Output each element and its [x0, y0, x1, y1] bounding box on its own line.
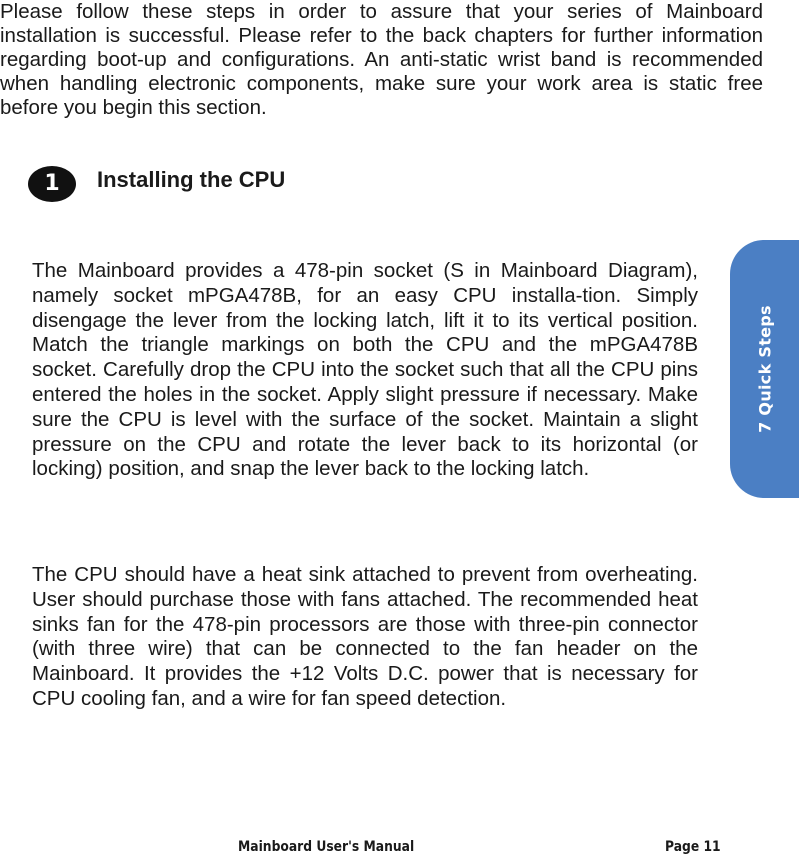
footer-page-number: Page 11 [665, 839, 721, 855]
footer-manual-title: Mainboard User's Manual [238, 839, 415, 855]
heat-sink-paragraph: The CPU should have a heat sink attached to prevent from overheating. User should purchase those with fans attached. The recommended heat sinks fan for the 478-pin processors are those with three-pin connector (with three wire) that can be connected to the fan header on the Mainboard. It provides the +12 Volts D.C. power that is necessary for CPU cooling fan, and a wire for fan speed detection. [32, 563, 698, 710]
side-tab-label: 7 Quick Steps [755, 305, 774, 433]
section-title: Installing the CPU [97, 167, 286, 192]
quick-steps-side-tab [730, 240, 799, 498]
step-number-badge: 1 [28, 166, 76, 202]
intro-paragraph: Please follow these steps in order to assure that your series of Mainboard installation is successful. Please refer to the back chapters for further information regarding boot-up and configurations. An anti-static wrist band is recommended when handling electronic components, make sure your work area is static free before you begin this section. [0, 0, 763, 119]
cpu-installation-paragraph: The Mainboard provides a 478-pin socket (S in Mainboard Diagram), namely socket mPGA478B, for an easy CPU installa-tion. Simply disengage the lever from the locking latch, lift it to its vertical position. Match the triangle markings on both the CPU and the mPGA478B socket. Carefully drop the CPU into the socket such that all the CPU pins entered the holes in the socket. Apply slight pressure if necessary. Make sure the CPU is level with the surface of the socket. Maintain a slight pressure on the CPU and rotate the lever back to its horizontal (or locking) position, and snap the lever back to the locking latch. [32, 259, 698, 481]
